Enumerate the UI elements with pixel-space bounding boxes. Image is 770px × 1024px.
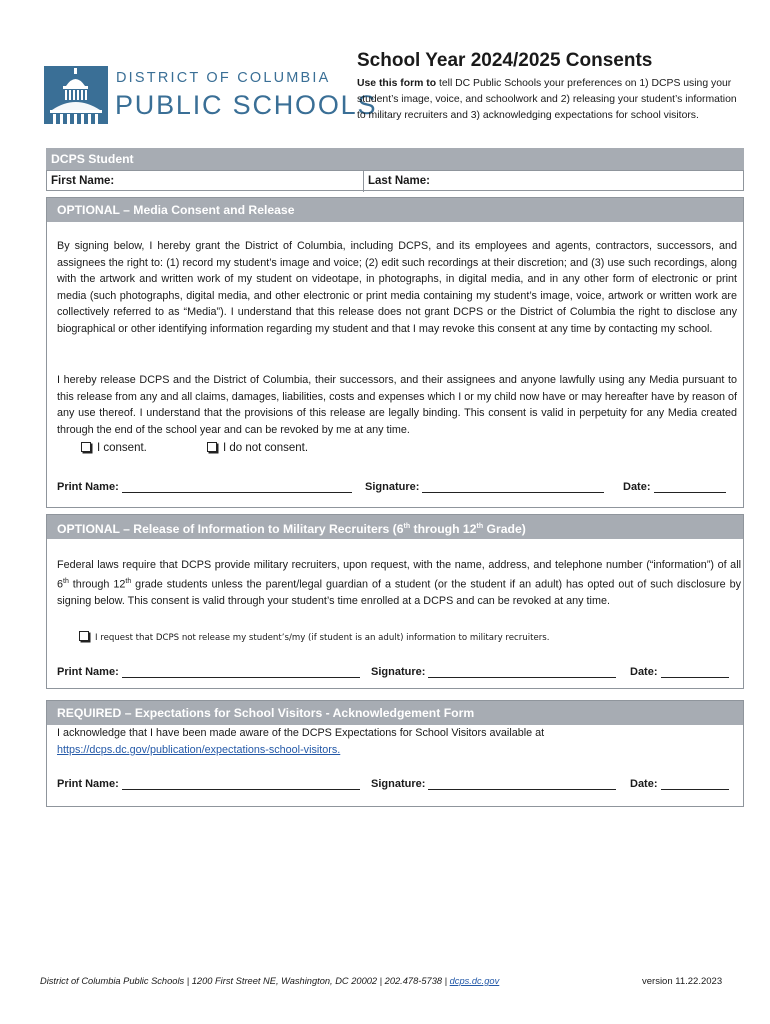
date-line[interactable] <box>661 777 729 790</box>
print-name-field[interactable] <box>57 665 360 678</box>
dcps-logo <box>44 66 378 128</box>
military-heading-sup2: th <box>476 523 484 530</box>
intro-text <box>357 76 737 124</box>
military-opt-out-label: I request that DCPS not release my student’s/my (if student is an adult) information to military recruiters. <box>95 633 550 643</box>
military-heading-part3: Grade) <box>483 522 526 537</box>
date-field[interactable] <box>623 480 726 493</box>
no-consent-option[interactable] <box>207 442 308 454</box>
signature-label: Signature: <box>371 778 426 790</box>
capitol-dome-icon <box>44 66 108 124</box>
print-name-label: Print Name: <box>57 666 119 678</box>
footer-link[interactable]: dcps.dc.gov <box>449 976 500 986</box>
logo-line-2: PUBLIC SCHOOLS <box>115 90 378 120</box>
military-release-section <box>46 514 744 689</box>
media-consent-section <box>46 197 744 508</box>
first-name-label: First Name: <box>51 175 115 187</box>
signature-label: Signature: <box>365 481 420 493</box>
date-line[interactable] <box>654 480 726 493</box>
print-name-line[interactable] <box>122 777 360 790</box>
military-heading-part2: through 12 <box>410 522 477 537</box>
signature-line[interactable] <box>428 665 616 678</box>
print-name-label: Print Name: <box>57 481 119 493</box>
print-name-line[interactable] <box>122 480 352 493</box>
page-title: School Year 2024/2025 Consents <box>357 50 653 71</box>
visitors-signature-row <box>57 777 741 793</box>
signature-field[interactable] <box>365 480 604 493</box>
signature-label: Signature: <box>371 666 426 678</box>
signature-line[interactable] <box>422 480 604 493</box>
first-name-field[interactable] <box>47 171 364 192</box>
last-name-label: Last Name: <box>368 175 430 187</box>
consent-label: I consent. <box>97 442 147 454</box>
checkbox-icon[interactable] <box>207 442 217 452</box>
military-signature-row <box>57 665 741 681</box>
military-para-sup1: th <box>63 577 69 585</box>
checkbox-icon[interactable] <box>79 631 89 641</box>
visitors-text-block <box>57 725 737 758</box>
date-label: Date: <box>630 666 658 678</box>
date-line[interactable] <box>661 665 729 678</box>
consent-option[interactable] <box>81 442 147 454</box>
signature-field[interactable] <box>371 777 616 790</box>
media-section-heading: OPTIONAL – Media Consent and Release <box>47 198 743 222</box>
footer-version: version 11.22.2023 <box>642 976 723 987</box>
military-heading-part1: OPTIONAL – Release of Information to Military Recruiters (6 <box>57 522 404 537</box>
print-name-line[interactable] <box>122 665 360 678</box>
military-section-heading <box>47 515 743 539</box>
intro-rest: tell DC Public Schools your preferences on 1) DCPS using your student’s image, voice, and schoolwork and 2) releasing your student’s information to military recruiters and 3) acknowledging expectations for school visitors. <box>357 78 737 121</box>
media-paragraph-1: By signing below, I hereby grant the District of Columbia, including DCPS, and its employees and agents, contractors, successors, and assignees the right to: (1) record my student’s image and voice; (2) edit such recordings at their discretion; and (3) use such recordings, along with the artwork and written work of my student on videotape, in photographs, in digital media, and in any other form of electronic or print media (such photographs, digital media, and other electronic or print media containing my student’s image, voice, artwork or written work are collectively referred to as “Media”). I understand that this release does not grant DCPS or the District of Columbia the right to disclose any biographical or other identifying information regarding my student and that I may revoke this consent at any time by contacting my school. <box>57 240 737 335</box>
date-label: Date: <box>630 778 658 790</box>
footer-address <box>40 976 499 986</box>
logo-line-1: DISTRICT OF COLUMBIA <box>116 70 331 86</box>
military-opt-out-option[interactable] <box>79 631 550 643</box>
print-name-field[interactable] <box>57 480 352 493</box>
student-section-heading: DCPS Student <box>46 148 744 170</box>
military-paragraph <box>57 557 741 609</box>
media-paragraph-2: I hereby release DCPS and the District of Columbia, their successors, and their assignees and anyone lawfully using any Media pursuant to this release from any and all claims, damages, liabilities, costs and expenses which I or my child now have or may hereafter have by reason of any use thereof. I understand that the provisions of this release are legally binding. This consent is valid in perpetuity for any Media created through the end of the school year and can be revoked by me at any time. <box>57 374 737 436</box>
no-consent-label: I do not consent. <box>223 442 309 454</box>
military-heading-sup1: th <box>403 523 411 530</box>
media-signature-row <box>57 480 737 496</box>
student-name-row <box>46 170 744 191</box>
military-para-sup2: th <box>125 577 132 585</box>
visitors-section-heading: REQUIRED – Expectations for School Visitors - Acknowledgement Form <box>47 701 743 725</box>
checkbox-icon[interactable] <box>81 442 91 452</box>
signature-line[interactable] <box>428 777 616 790</box>
print-name-field[interactable] <box>57 777 360 790</box>
visitor-expectations-section <box>46 700 744 807</box>
intro-bold: Use this form to <box>357 78 437 89</box>
date-field[interactable] <box>630 777 729 790</box>
print-name-label: Print Name: <box>57 778 119 790</box>
military-para-part3: grade students unless the parent/legal guardian of a student (or the student if an adult) has opted out of such disclosure by signing below. This consent is valid through your student’s time enrolled at a DCPS and can be revoked at any time. <box>57 578 741 607</box>
last-name-field[interactable] <box>364 171 743 192</box>
signature-field[interactable] <box>371 665 616 678</box>
military-para-part1: Federal laws require that DCPS provide military recruiters, upon request, with the name, address, and telephone number (“information”) of all 6 <box>57 559 741 591</box>
footer-address-text: District of Columbia Public Schools | 1200 First Street NE, Washington, DC 20002 | 202.478-5738 | <box>40 976 450 986</box>
visitors-link[interactable]: https://dcps.dc.gov/publication/expectations-school-visitors. <box>57 743 341 756</box>
date-label: Date: <box>623 481 651 493</box>
date-field[interactable] <box>630 665 729 678</box>
military-para-part2: through 12 <box>68 578 126 591</box>
visitors-text: I acknowledge that I have been made aware of the DCPS Expectations for School Visitors available at <box>57 727 545 739</box>
